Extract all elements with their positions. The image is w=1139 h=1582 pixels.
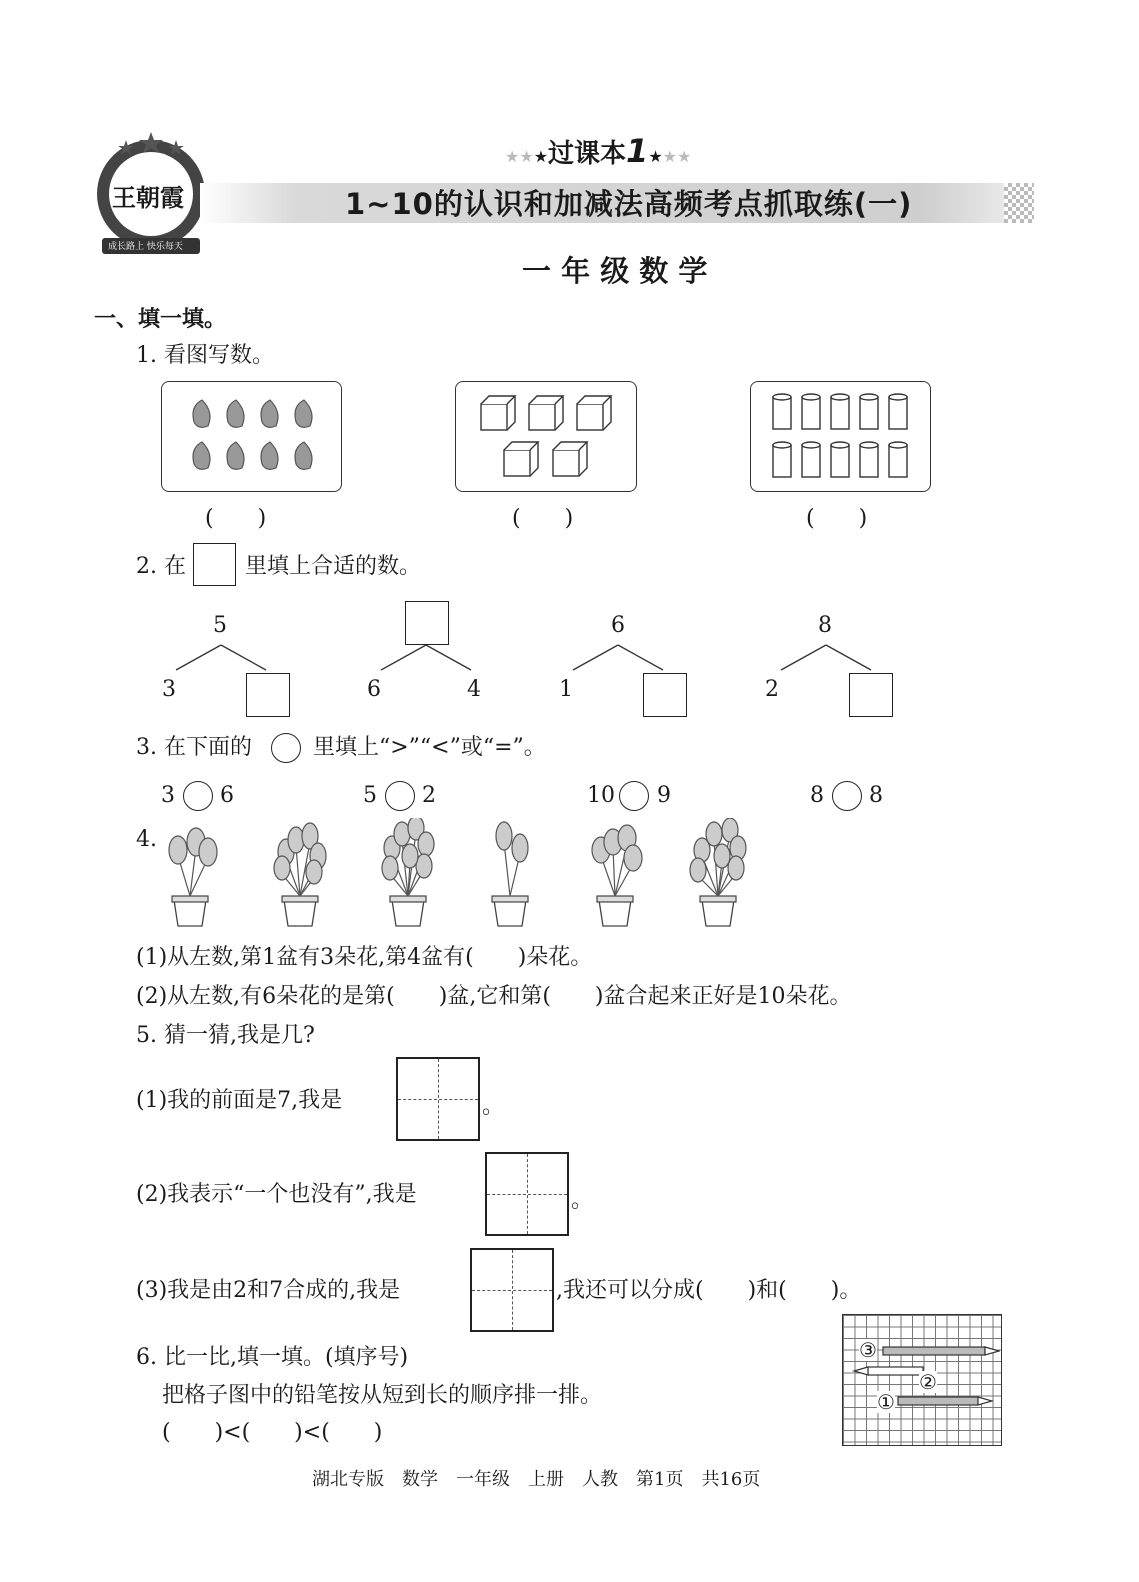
- q4-line2: (2)从左数,有6朵花的是第( )盆,它和第( )盆合起来正好是10朵花。: [136, 984, 852, 1009]
- pencil-label-3: ③: [859, 1338, 877, 1362]
- q1-answer-2[interactable]: ( ): [512, 506, 574, 531]
- q5-p2-post: 。: [571, 1188, 594, 1213]
- q1-label: 1. 看图写数。: [136, 343, 274, 368]
- tree1-left: 3: [162, 677, 176, 702]
- tree2-top-box[interactable]: [405, 601, 449, 645]
- q3-item1-a: 3: [161, 783, 175, 808]
- q5-p1-writing-box[interactable]: [396, 1057, 480, 1141]
- q5-p3-post: ,我还可以分成( )和( )。: [556, 1278, 862, 1303]
- q1-answer-1[interactable]: ( ): [205, 506, 267, 531]
- logo-text: 王朝霞: [112, 183, 184, 212]
- tree4-left: 2: [765, 677, 779, 702]
- q3-label-circle: [271, 733, 301, 763]
- star-icon: ★: [648, 147, 663, 166]
- q3-item3-circle[interactable]: [619, 781, 649, 811]
- tree2-right: 4: [467, 677, 481, 702]
- tree4-top: 8: [818, 613, 832, 638]
- q5-p3-pre: (3)我是由2和7合成的,我是: [136, 1278, 401, 1303]
- star-icon: ★: [533, 147, 549, 166]
- q3-item4-b: 8: [869, 783, 883, 808]
- q2-label-pre: 2. 在: [136, 554, 186, 579]
- pencil-label-2: ②: [919, 1370, 937, 1394]
- page-title: 1~10的认识和加减法高频考点抓取练(一): [345, 187, 913, 221]
- q5-p1-post: 。: [482, 1094, 505, 1119]
- tree2-left: 6: [367, 677, 381, 702]
- q6-answer[interactable]: ( )<( )<( ): [162, 1420, 383, 1445]
- page-footer: 湖北专版 数学 一年级 上册 人教 第1页 共16页: [312, 1469, 761, 1490]
- section-heading: 一、填一填。: [94, 307, 227, 332]
- tree4-right-box[interactable]: [849, 673, 893, 717]
- q5-p3-writing-box[interactable]: [470, 1248, 554, 1332]
- q4-label: 4.: [136, 827, 157, 852]
- q3-item3-a: 10: [587, 783, 615, 808]
- page-subtitle: 一 年 级 数 学: [522, 254, 708, 288]
- pencil-label-1: ①: [877, 1390, 895, 1414]
- q3-item2-a: 5: [363, 783, 377, 808]
- tree1-right-box[interactable]: [246, 673, 290, 717]
- flower-pots: [150, 818, 770, 933]
- star-icon: ★★: [662, 147, 692, 166]
- tree3-top: 6: [611, 613, 625, 638]
- q6-label: 6. 比一比,填一填。(填序号): [136, 1345, 409, 1370]
- q5-p2-pre: (2)我表示“一个也没有”,我是: [136, 1182, 417, 1207]
- q5-p1-pre: (1)我的前面是7,我是: [136, 1088, 343, 1113]
- pencil-grid: [842, 1314, 1002, 1446]
- tree3-left: 1: [559, 677, 573, 702]
- series-label: ★★★过课本1★★★: [505, 132, 692, 170]
- q3-item1-b: 6: [220, 783, 234, 808]
- q3-item4-a: 8: [810, 783, 824, 808]
- q3-item3-b: 9: [657, 783, 671, 808]
- q4-line1: (1)从左数,第1盆有3朵花,第4盆有( )朵花。: [136, 945, 593, 970]
- q5-label: 5. 猜一猜,我是几?: [136, 1023, 315, 1048]
- star-icon: ★★: [505, 147, 534, 166]
- q5-p2-writing-box[interactable]: [485, 1152, 569, 1236]
- q3-item4-circle[interactable]: [832, 781, 862, 811]
- q3-item2-circle[interactable]: [385, 781, 415, 811]
- tree1-top: 5: [213, 613, 227, 638]
- logo-slogan: 成长路上 快乐每天: [108, 242, 183, 252]
- q3-item1-circle[interactable]: [183, 781, 213, 811]
- q1-answer-3[interactable]: ( ): [806, 506, 868, 531]
- q2-label-post: 里填上合适的数。: [245, 554, 422, 579]
- q3-label-pre: 3. 在下面的: [136, 735, 252, 760]
- q3-item2-b: 2: [422, 783, 436, 808]
- q6-instruction: 把格子图中的铅笔按从短到长的顺序排一排。: [162, 1383, 603, 1408]
- q3-label-post: 里填上“>”“<”或“=”。: [313, 735, 546, 760]
- tree3-right-box[interactable]: [643, 673, 687, 717]
